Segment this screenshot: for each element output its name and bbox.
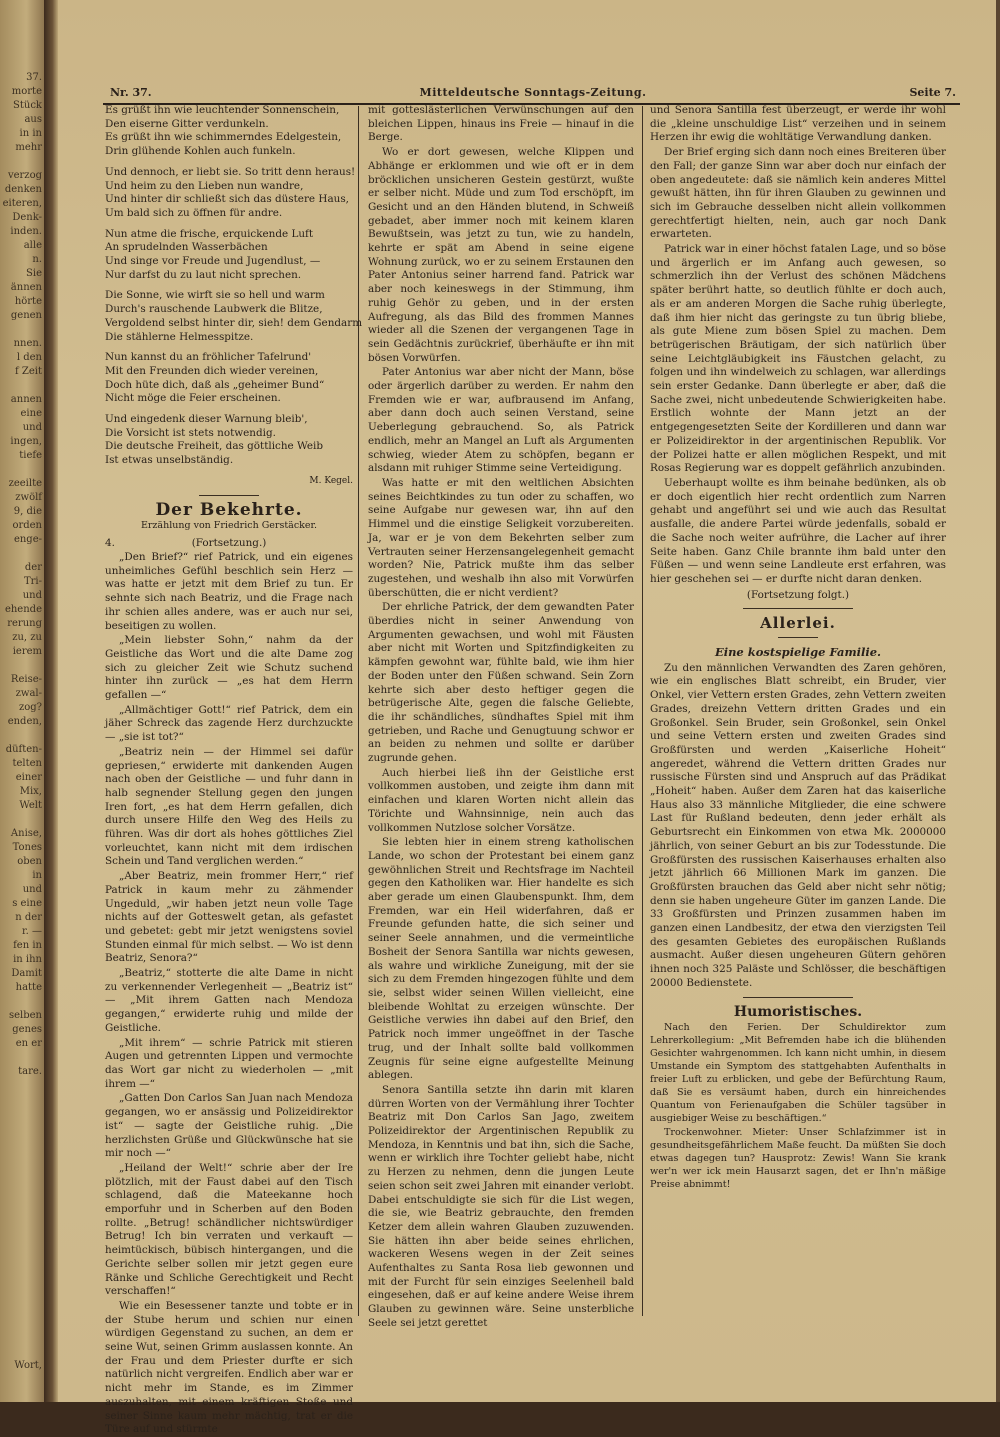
- story-title: Der Bekehrte.: [155, 499, 303, 520]
- paragraph: Der Brief erging sich dann noch eines Breiteren über den Fall; der ganze Sinn war aber doch nur einfach der oben angedeutete: daß sie nämlich kein anderes Mittel gewußt hätten, ihn für ihren Glauben zu gewinnen und sich im Gebrauche desselben nicht allein vollkommen gerechtfertigt hielten, nein, auch gar noch Dank erwarteten.: [650, 146, 946, 241]
- adjacent-page-fragment: Sie: [26, 268, 42, 279]
- adjacent-page-fragment: und: [22, 590, 42, 601]
- story-text-continued: [368, 104, 634, 1331]
- poem: [105, 104, 363, 468]
- adjacent-page-fragment: der: [24, 562, 42, 573]
- poem-line: Drin glühende Kohlen auch funkeln.: [105, 145, 296, 158]
- adjacent-page-fragment: Welt: [19, 800, 42, 811]
- continued-note: (Fortsetzung.): [191, 536, 267, 549]
- paragraph: Wo er dort gewesen, welche Klippen und Abhänge er erklommen und wie oft er in dem bröcklichen unsicheren Gestein gestürzt, wußte er selber nicht. Müde und zum Tod erschöpft, im Gesicht und an den Händen blutend, in Schweiß gebadet, aber immer noch mit keinem klaren Bewußtsein, was jetzt zu tun, wie zu handeln, kehrte er spät am Abend in seine eigene Wohnung zurück, wo er zu seinem Erstaunen den Pater Antonius seiner harrend fand. Patrick war aber noch keineswegs in der Stimmung, ihm ruhig Gehör zu geben, und in der ersten Aufregung, als das Bild des frommen Mannes wieder all die Szenen der vergangenen Tage in sein Gedächtnis zurückrief, überhäufte er ihn mit bösen Vorwürfen.: [368, 146, 634, 364]
- poem-stanza: [105, 289, 363, 344]
- poem-line: Ist etwas unselbständig.: [105, 454, 234, 467]
- adjacent-page-fragment: Wort,: [14, 1360, 42, 1371]
- paragraph: Der ehrliche Patrick, der dem gewandten Pater überdies nicht in seiner Anwendung von Argumenten gewachsen, und wohl mit Fäusten aber nicht mit Worten und Spitzfindigkeiten zu kämpfen gewohnt war, fühlte bald, wie ihm hier der Boden unter den Füßen schwand. Sein Zorn kehrte sich aber desto heftiger gegen die betrügerische Alte, gegen die falsche Geliebte, die ihr schändliches, sündhaftes Spiel mit ihm getrieben, und Rache und Genugtuung schwor er an beiden zu nehmen und sollte er darüber zugrunde gehen.: [368, 601, 634, 765]
- poem-line: Es grüßt ihn wie leuchtender Sonnenschein,: [105, 104, 340, 116]
- adjacent-page-fragment: oben: [17, 856, 42, 867]
- adjacent-page-fragment: Tri-: [23, 576, 42, 587]
- poem-line: Mit den Freunden dich wieder vereinen,: [105, 364, 319, 377]
- poem-line: An sprudelnden Wasserbächen: [105, 241, 268, 254]
- paragraph: Senora Santilla setzte ihn darin mit klaren dürren Worten von der Vermählung ihrer Tochter Beatriz mit Don Carlos San Jago, zweitem Polizeidirektor der Argentinischen Republik zu Mendoza, in Kenntnis und bat ihn, sich die Sache, wenn er wirklich ihre Tochter geliebt habe, nicht zu Herzen zu nehmen, denn die jungen Leute seien schon seit zwei Jahren mit einander verlobt. Dabei entschuldigte sie sich für die List wegen, die sie, wie Beatriz gebrauchte, den fremden Ketzer dem allein wahren Glauben zuzuwenden. Sie hätten ihn aber beide seines ehrlichen, wackeren Wesens wegen in der Zeit seines Aufenthaltes zu Santa Rosa lieb gewonnen und mit der Furcht für sein einziges Seelenheil bald eingesehen, daß er auf keine andere Weise ihrem Glauben zu gewinnen wäre. Seine unsterbliche Seele sei jetzt gerettet: [368, 1083, 634, 1329]
- adjacent-page-fragment: und: [22, 884, 42, 895]
- adjacent-page-fragment: aus: [24, 114, 42, 125]
- paragraph: „Allmächtiger Gott!“ rief Patrick, dem ein jäher Schreck das zagende Herz durchzuckte — „sie ist tot?“: [105, 703, 353, 744]
- book-gutter: [44, 0, 58, 1402]
- adjacent-page-fragment: l den: [16, 352, 42, 363]
- story-continuation: [105, 537, 353, 551]
- paragraph: Trockenwohner. Mieter: Unser Schlafzimmer ist in gesundheitsgefährlichem Maße feucht. Da müßten Sie doch etwas dagegen tun? Hausprotz: Zewis! Wann Sie krank wer'n wer ick mein Hausarzt sagen, det er Ihn'n mäßige Preise abnimmt!: [650, 1127, 946, 1191]
- poem-stanza: [105, 165, 356, 221]
- adjacent-page-fragment: hatte: [15, 982, 42, 993]
- humor-items: [650, 1021, 946, 1191]
- page-edge: [996, 0, 1000, 1402]
- story-text-end: [650, 104, 946, 587]
- poem-line: Durch's rauschende Laubwerk die Blitze,: [105, 303, 323, 316]
- paragraph: Ueberhaupt wollte es ihm beinahe bedünken, als ob er doch eigentlich hier recht ordentlich zum Narren gehabt und angeführt sei und wie auch das Resultat ausfalle, die andere Partei würde jedenfalls, sobald er die Sache noch weiter aufrühre, die Lacher auf ihrer Seite haben. Ganz Chile brannte ihm bald unter den Füßen — und wenn seine Landleute erst erfahren, was hier geschehen sei — er durfte nicht daran denken.: [650, 476, 946, 585]
- adjacent-page-fragment: in ihn: [13, 954, 42, 965]
- poem-signature: M. Kegel.: [309, 475, 353, 486]
- adjacent-page-fragment: 37.: [26, 72, 42, 83]
- section-title-allerlei: Allerlei.: [760, 614, 836, 633]
- adjacent-page-fragment: Anise,: [10, 828, 42, 839]
- adjacent-page-fragment: in in: [19, 128, 42, 139]
- divider: [743, 608, 853, 609]
- adjacent-page-fragment: enge-: [13, 534, 42, 545]
- poem-line: Um bald sich zu öffnen für andre.: [105, 206, 283, 219]
- adjacent-page-fragment: morte: [11, 86, 42, 97]
- paragraph: mit gotteslästerlichen Verwünschungen auf den bleichen Lippen, hinaus ins Freie — hinauf in die Berge.: [368, 104, 634, 144]
- adjacent-page-fragment: Stück: [13, 100, 42, 111]
- column-rule-1: [358, 106, 359, 1316]
- poem-stanza: [105, 228, 353, 283]
- page-number: Seite 7.: [909, 86, 956, 99]
- adjacent-page-fragment: n.: [32, 254, 42, 265]
- paragraph: „Mit ihrem“ — schrie Patrick mit stieren Augen und getrennten Lippen und vermochte das Wort gar nicht zu wiederholen — „mit ihrem —“: [105, 1036, 353, 1090]
- adjacent-page-fragment: düften-: [5, 744, 42, 755]
- adjacent-page-fragment: Tones: [12, 842, 42, 853]
- poem-line: Nur darfst du zu laut nicht sprechen.: [105, 268, 302, 281]
- paragraph: Patrick war in einer höchst fatalen Lage, und so böse und ärgerlich er im Anfang auch gewesen, so schmerzlich ihn der Verlust des schönen Mädchens später berührt hatte, so deutlich fühlte er doch auch, als er am anderen Morgen die Sache ruhig überlegte, daß ihm hier nicht das geringste zu tun übrig bliebe, als gute Miene zum bösen Spiel zu machen. Dem betrügerischen Bräutigam, der sich natürlich über seine Leichtgläubigkeit ins Fäustchen gelacht, zu folgen und ihn windelweich zu schlagen, war allerdings sein erster Gedanke. Dann überlegte er aber, daß die Sache zwei, nicht unbedeutende Schwierigkeiten habe. Erstlich wohnte der Mann jetzt an der entgegengesetzten Seite der Kordilleren und dann war er Polizeidirektor in der argentinischen Republik. Vor der Polizei hatte er allen möglichen Respekt, und mit Rosas Regierung war es doppelt gefährlich anzubinden.: [650, 243, 946, 475]
- poem-line: Und singe vor Freude und Jugendlust, —: [105, 255, 321, 268]
- adjacent-page-fragment: verzog: [7, 170, 42, 181]
- adjacent-page-fragment: in: [32, 870, 42, 881]
- column-1: [105, 104, 363, 1436]
- adjacent-page-fragment: ingen,: [10, 436, 42, 447]
- adjacent-page-fragment: zwölf: [15, 492, 42, 503]
- to-be-continued: (Fortsetzung folgt.): [746, 588, 850, 601]
- paragraph: „Den Brief?“ rief Patrick, und ein eigenes unheimliches Gefühl beschlich sein Herz — was hatte er jetzt mit dem Brief zu tun. Er sehnte sich nach Beatriz, und die Frage nach ihr schien alles andere, was er auch nur sei, beseitigen zu wollen.: [105, 550, 353, 632]
- adjacent-page-fragment: annen: [10, 394, 42, 405]
- page-header: [110, 86, 956, 102]
- poem-line: Und dennoch, er liebt sie. So tritt denn heraus!: [105, 165, 356, 178]
- adjacent-page-fragment: inden.: [10, 226, 42, 237]
- adjacent-page-fragment: Damit: [11, 968, 42, 979]
- adjacent-page-fragment: en er: [15, 1038, 42, 1049]
- poem-line: Nicht möge die Feier erscheinen.: [105, 392, 281, 405]
- paragraph: Wie ein Besessener tanzte und tobte er in der Stube herum und schien nur einen würdigen Gegenstand zu suchen, an dem er seine Wut, seinen Grimm auslassen konnte. An der Frau und dem Priester durfte er sich natürlich nicht vergreifen. Endlich aber war er nicht mehr im Stande, es im Zimmer auszuhalten, mit einem kräftigen Stoße und seiner Sinne kaum mehr mächtig, trat er die Türe auf und stürmte: [105, 1299, 353, 1436]
- adjacent-page-fragment: telten: [12, 758, 42, 769]
- story-subtitle: Erzählung von Friedrich Gerstäcker.: [140, 520, 318, 532]
- adjacent-page-fragment: fen in: [13, 940, 42, 951]
- poem-stanza: [105, 104, 353, 159]
- adjacent-page-fragment: selben: [8, 1010, 42, 1021]
- adjacent-page-fragment: zeeilte: [8, 478, 42, 489]
- adjacent-page-fragment: f Zeit: [15, 366, 42, 377]
- paragraph: Nach den Ferien. Der Schuldirektor zum Lehrerkollegium: „Mit Befremden habe ich die blühenden Gesichter wahrgenommen. Ich kann nicht umhin, in diesem Umstande ein Symptom des stattgehabten Aufenthalts in freier Luft zu erblicken, und gebe der Befürchtung Raum, daß Sie es versäumt haben, durch ein hinreichendes Quantum von Ferienaufgaben die Schüler tagsüber in ausgiebiger Weise zu beschäftigen.“: [650, 1022, 946, 1125]
- adjacent-page-fragment: und: [22, 422, 42, 433]
- paragraph: Was hatte er mit den weltlichen Absichten seines Beichtkindes zu tun oder zu schaffen, wo seine Aufgabe nur gewesen war, ihn auf den Himmel und die einstige Seligkeit vorzubereiten. Ja, war er je von dem Bekehrten selber zum Vertrauten seiner Herzensangelegenheit gemacht worden? Nie, Patrick mußte ihm das selber zugestehen, und weshalb ihn also mit Vorwürfen überschütten, die er nicht verdient?: [368, 476, 634, 599]
- poem-line: Die stählerne Helmesspitze.: [105, 330, 254, 343]
- adjacent-page-fragment: Mix,: [19, 786, 42, 797]
- paragraph: Zu den männlichen Verwandten des Zaren gehören, wie ein englisches Blatt schreibt, ein Bruder, vier Onkel, vier Vettern ersten Grades, zehn Vettern zweiten Grades, dreizehn Vettern dritten Grades und ein Großonkel. Sein Bruder, sein Großonkel, sein Onkel und seine Vettern ersten und zweiten Grades sind Großfürsten und werden „Kaiserliche Hoheit“ angeredet, während die Vettern dritten Grades nur russische Fürsten sind und Anspruch auf das Prädikat „Hoheit“ haben. Außer dem Zaren hat das kaiserliche Haus also 33 männliche Mitglieder, die eine schwere Last für Rußland bedeuten, denn jeder erhält als Geburtsrecht ein Einkommen von etwa Mk. 2000000 jährlich, von seiner Geburt an bis zur Todesstunde. Die Großfürsten des russischen Kaiserhauses erhalten also jetzt jährlich 66 Millionen Mark im ganzen. Die Großfürsten brauchen das Geld aber nicht sehr nötig; denn sie haben ungeheure Güter im ganzen Lande. Die 33 Großfürsten und Prinzen zusammen haben im ganzen einen Landbesitz, der etwa den vierzigsten Teil des gesamten Gebietes des europäischen Rußlands ausmacht. Außer diesen ungeheuren Gütern gehören ihnen noch 325 Paläste und Schlösser, die beschäftigen 20000 Bedienstete.: [650, 661, 946, 989]
- article-text-family: [650, 662, 946, 991]
- poem-line: Und eingedenk dieser Warnung bleib',: [105, 413, 308, 426]
- paragraph: Auch hierbei ließ ihn der Geistliche erst vollkommen austoben, und zeigte ihm dann mit einfachen und klaren Worten nicht allein das Törichte und Wahnsinnige, nein auch das vollkommen Nutzlose solcher Vorsätze.: [368, 766, 634, 834]
- paragraph: „Mein liebster Sohn,“ nahm da der Geistliche das Wort und die alte Dame zog sich zu gleicher Zeit wie Schutz suchend hinter ihn zurück — „es hat dem Herrn gefallen —“: [105, 634, 353, 702]
- poem-line: Und hinter dir schließt sich das düstere Haus,: [105, 193, 349, 206]
- story-text: [105, 551, 353, 1437]
- newspaper-name: Mitteldeutsche Sonntags-Zeitung.: [419, 86, 647, 99]
- adjacent-page-fragment: zwal-: [15, 688, 42, 699]
- paragraph: „Beatriz nein — der Himmel sei dafür gepriesen,“ erwiderte mit dankenden Augen nach oben der Geistliche — und fuhr dann in halb segnender Stellung gegen den jungen Iren fort, „es hat dem Herrn gefallen, dich durch unsere Hilfe den Weg des Heils zu führen. Was dir dort als hohes göttliches Ziel vorleuchtet, kann nicht mit dem irdischen Schein und Tand verglichen werden.“: [105, 745, 353, 868]
- divider: [778, 637, 818, 638]
- adjacent-page-fragment: nnen.: [13, 338, 42, 349]
- column-3: [650, 104, 946, 1324]
- adjacent-page-fragment: ehende: [4, 604, 42, 615]
- poem-line: Die Sonne, wie wirft sie so hell und warm: [105, 289, 325, 302]
- adjacent-page-fragment: r. —: [21, 926, 42, 937]
- poem-line: Doch hüte dich, daß als „geheimer Bund“: [105, 378, 325, 391]
- article-title-family: Eine kostspielige Familie.: [714, 645, 882, 660]
- poem-line: Es grüßt ihn wie schimmerndes Edelgestein,: [105, 131, 342, 144]
- column-2: [368, 104, 634, 1329]
- adjacent-page-fragment: eine: [20, 408, 42, 419]
- poem-line: Die deutsche Freiheit, das göttliche Weib: [105, 440, 323, 453]
- poem-line: Vergoldend selbst hinter dir, sieh! dem Gendarm: [105, 316, 363, 329]
- adjacent-page-strip: [0, 0, 44, 1402]
- poem-stanza: [105, 413, 353, 468]
- adjacent-page-fragment: orden: [12, 520, 42, 531]
- issue-number: Nr. 37.: [110, 86, 152, 99]
- adjacent-page-fragment: denken: [4, 184, 42, 195]
- adjacent-page-fragment: einer: [15, 772, 42, 783]
- divider: [743, 997, 853, 998]
- poem-stanza: [105, 351, 353, 406]
- adjacent-page-fragment: hörte: [14, 296, 42, 307]
- newspaper-page: [58, 0, 996, 1436]
- poem-line: Nun atme die frische, erquickende Luft: [105, 227, 314, 240]
- adjacent-page-fragment: enden,: [7, 716, 42, 727]
- adjacent-page-fragment: zu, zu: [12, 632, 42, 643]
- adjacent-page-fragment: 9, die: [13, 506, 42, 517]
- story-number: 4.: [105, 536, 115, 549]
- paragraph: Sie lebten hier in einem streng katholischen Lande, wo schon der Protestant bei einem ganz gewöhnlichen Streit und Rechtsfrage im Nachteil gegen den Katholiken war. Hier handelte es sich aber gerade um einen Glaubenspunkt. Ihm, dem Fremden, war ein Heil widerfahren, daß er Freunde gefunden hatte, die sich seiner und seiner Seele annahmen, und die vermeintliche Bosheit der Senora Santilla war nichts gewesen, als wahre und wirkliche Zuneigung, mit der sie sich zu dem Fremden hingezogen fühlte und dem sie, selbst wider seinen Willen vielleicht, eine bleibende Wohltat zu erzeigen wünschte. Der Geistliche verwies ihn dabei auf den Brief, den Patrick noch immer ungeöffnet in der Tasche trug, und der Inhalt sollte bald vollkommen Zeugnis für seine eigne aufgestellte Meinung ablegen.: [368, 836, 634, 1082]
- paragraph: und Senora Santilla fest überzeugt, er werde ihr wohl die „kleine unschuldige List“ verzeihen und in seinem Herzen ihr ewig die wohltätige Verwandlung danken.: [650, 104, 946, 144]
- adjacent-page-fragment: Denk-: [12, 212, 42, 223]
- adjacent-page-fragment: rerung: [7, 618, 42, 629]
- divider: [199, 495, 259, 496]
- adjacent-page-fragment: ierem: [12, 646, 42, 657]
- paragraph: „Aber Beatriz, mein frommer Herr,“ rief Patrick in kaum mehr zu zähmender Ungeduld, „wir haben jetzt neun volle Tage nichts auf der Gotteswelt getan, als gefastet und gebetet: gebt mir jetzt wenigstens soviel Stunden einmal für mich selbst. — Wo ist denn Beatriz, Senora?“: [105, 870, 353, 965]
- column-rule-2: [642, 106, 643, 1316]
- paragraph: „Gatten Don Carlos San Juan nach Mendoza gegangen, wo er ansässig und Polizeidirektor ist“ — sagte der Geistliche ruhig. „Die herzlichsten Grüße und Glückwünsche hat sie mir noch —“: [105, 1092, 353, 1160]
- section-title-humor: Humoristisches.: [733, 1003, 863, 1020]
- adjacent-page-fragment: zog?: [18, 702, 42, 713]
- poem-line: Die Vorsicht ist stets notwendig.: [105, 426, 276, 439]
- adjacent-page-fragment: s eine: [12, 898, 42, 909]
- adjacent-page-fragment: tiefe: [19, 450, 42, 461]
- adjacent-page-fragment: ännen: [10, 282, 42, 293]
- poem-line: Nun kannst du an fröhlicher Tafelrund': [105, 351, 312, 364]
- adjacent-page-fragment: genen: [10, 310, 42, 321]
- adjacent-page-fragment: n der: [15, 912, 42, 923]
- adjacent-page-fragment: alle: [23, 240, 42, 251]
- paragraph: Pater Antonius war aber nicht der Mann, böse oder ärgerlich darüber zu werden. Er nahm den Fremden wie er war, aufbrausend im Anfang, aber dann doch auch seinen Verstand, seine Ueberlegung gebrauchend. So, als Patrick endlich, mehr an Mangel an Luft als Argumenten schwieg, wieder Atem zu schöpfen, begann er alsdann mit ruhiger Stimme seine Verteidigung.: [368, 366, 634, 475]
- paragraph: „Beatriz,“ stotterte die alte Dame in nicht zu verkennender Verlegenheit — „Beatriz ist“ — „Mit ihrem Gatten nach Mendoza gegangen,“ erwiderte ruhig und milde der Geistliche.: [105, 967, 353, 1034]
- adjacent-page-fragment: tare.: [18, 1066, 42, 1077]
- poem-line: Den eiserne Gitter verdunkeln.: [105, 117, 269, 130]
- paragraph: „Heiland der Welt!“ schrie aber der Ire plötzlich, mit der Faust dabei auf den Tisch schlagend, daß die Mateekanne hoch emporfuhr und in Scherben auf den Boden rollte. „Betrug! schändlicher nichtswürdiger Betrug! Ich bin verraten und verkauft — heimtückisch, bübisch hintergangen, und die Gerichte selber sollen mir jetzt gegen eure Ränke und Schliche Gerechtigkeit und Recht verschaffen!“: [105, 1161, 353, 1298]
- poem-line: Und heim zu den Lieben nun wandre,: [105, 179, 304, 192]
- adjacent-page-fragment: mehr: [15, 142, 42, 153]
- adjacent-page-fragment: genes: [12, 1024, 42, 1035]
- adjacent-page-fragment: Reise-: [10, 674, 42, 685]
- adjacent-page-fragment: eiteren,: [2, 198, 42, 209]
